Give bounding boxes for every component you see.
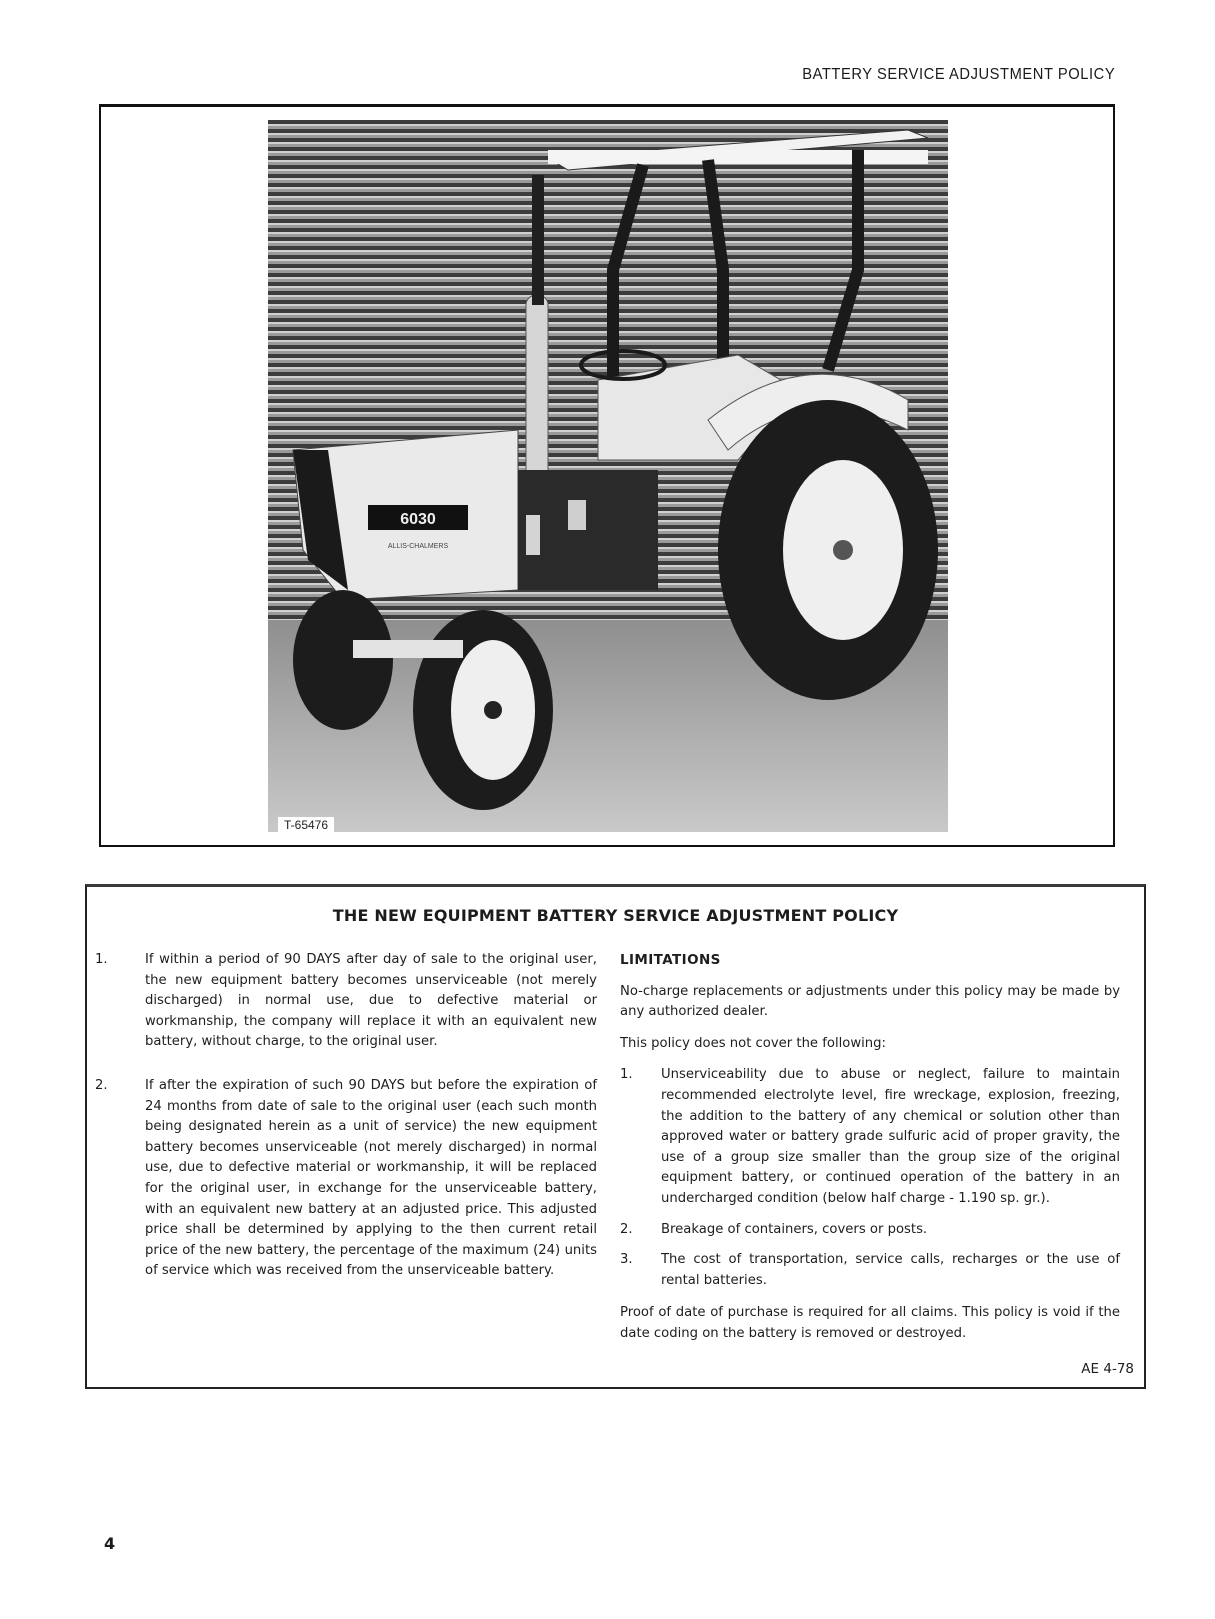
item-text: Breakage of containers, covers or posts. [661, 1221, 928, 1237]
item-text: The cost of transportation, service calls, recharges or the use of rental batteries. [661, 1252, 1120, 1288]
svg-text:ALLIS-CHALMERS: ALLIS-CHALMERS [387, 543, 449, 550]
item-number: 2. [95, 1077, 108, 1093]
form-code: AE 4-78 [1081, 1361, 1134, 1377]
item-number: 1. [95, 952, 108, 967]
exclusions-lead: This policy does not cover the following: [620, 1035, 886, 1051]
item-text: If after the expiration of such 90 DAYS but before the expiration of 24 months from date of sale to the original user (each such month being designated herein as a unit of service) the new equipment battery becomes unserviceable (not merely discharged) in normal use, due to defective material or workmanship, it will be replaced for the original user, in exchange for the unserviceable battery, with an equivalent new battery at an adjusted price. This adjusted price shall be determined by applying to the then current retail price of the new battery, the percentage of the maximum (24) units of service which was received from the unserviceable battery. [145, 1077, 597, 1279]
limitations-heading: LIMITATIONS [620, 952, 721, 968]
running-head-title: BATTERY SERVICE ADJUSTMENT POLICY [802, 66, 1115, 83]
proof-of-purchase-note: Proof of date of purchase is required for all claims. This policy is void if the date coding on the battery is removed or destroyed. [620, 1305, 1120, 1341]
tractor-photo [268, 120, 948, 832]
policy-box [85, 884, 1146, 1389]
page-number: 4 [104, 1534, 116, 1553]
svg-text:6030: 6030 [400, 511, 436, 528]
exclusion-item [620, 1220, 1120, 1241]
tractor-photo-illustration [268, 120, 948, 832]
item-number: 2. [620, 1221, 633, 1237]
exclusion-item [620, 1065, 1120, 1209]
policy-term-item [95, 1076, 597, 1282]
policy-term-item [95, 950, 597, 1053]
photo-id-label: T-65476 [278, 817, 334, 832]
item-number: 3. [620, 1252, 633, 1268]
limitations-column [620, 950, 1120, 1345]
photo-frame [99, 104, 1115, 847]
item-text: Unserviceability due to abuse or neglect, failure to maintain recommended electrolyte level, fire wreckage, explosion, freezing, the addition to the battery of any chemical or solution other than approved water or battery grade sulfuric acid of proper gravity, the use of a group size smaller than the group size of the original equipment battery, or continued operation of the battery in an undercharged condition (below half charge - 1.190 sp. gr.). [661, 1067, 1120, 1206]
policy-title: THE NEW EQUIPMENT BATTERY SERVICE ADJUSTMENT POLICY [332, 906, 899, 925]
item-text: If within a period of 90 DAYS after day of sale to the original user, the new equipment battery becomes unserviceable (not merely discharged) in normal use, due to defective material or workmanship, the company will replace it with an equivalent new battery, without charge, to the original user. [145, 952, 597, 1050]
item-number: 1. [620, 1067, 633, 1083]
limitations-intro: No-charge replacements or adjustments under this policy may be made by any authorized dealer. [620, 983, 1120, 1020]
policy-terms-column [95, 950, 597, 1282]
exclusion-item [620, 1250, 1120, 1291]
